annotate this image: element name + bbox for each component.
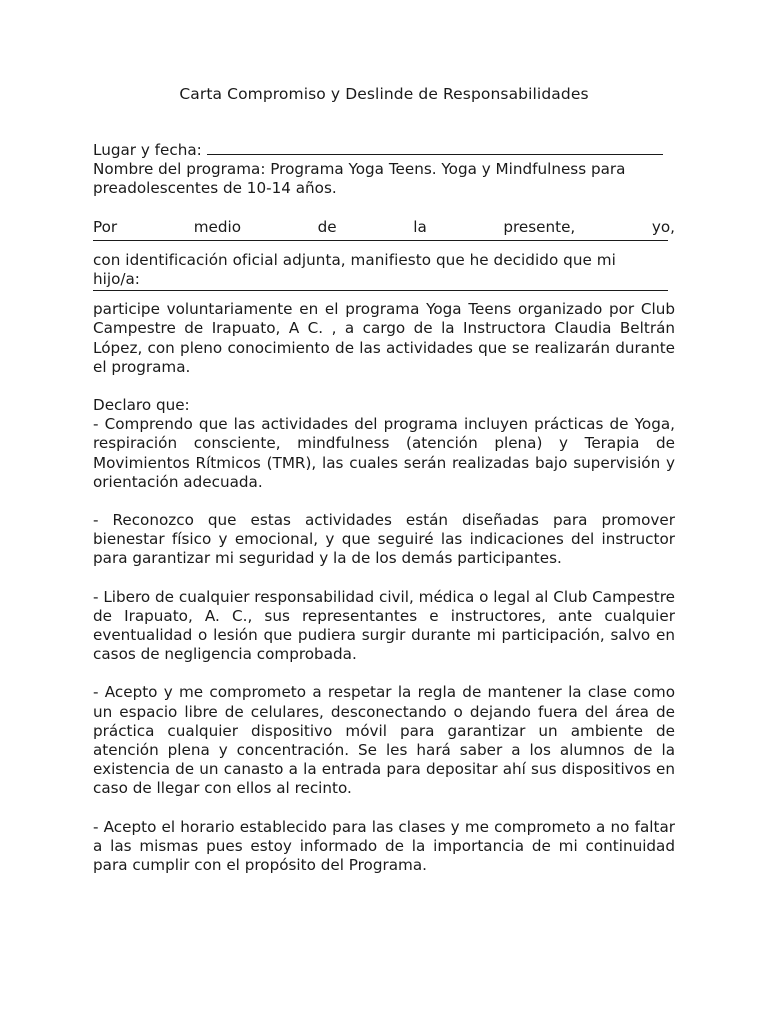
lugar-fecha-line [93, 140, 675, 160]
declaracion-item-5: - Acepto el horario establecido para las clases y me comprometo a no faltar a las mismas pues estoy informado de la importancia de mi continuidad para cumplir con el propósito del Programa. [93, 817, 675, 875]
lugar-fecha-label: Lugar y fecha: [93, 141, 202, 159]
presente-word: de [317, 217, 337, 236]
declaracion-item-3: - Libero de cualquier responsabilidad civil, médica o legal al Club Campestre de Irapuato, A. C., sus representantes e instructores, ante cualquier eventualidad o lesión que pudiera surgir durante mi participación, salvo en casos de negligencia comprobada. [93, 587, 675, 664]
programa-line-1: Nombre del programa: Programa Yoga Teens. Yoga y Mindfulness para [93, 160, 626, 179]
document-title: Carta Compromiso y Deslinde de Responsabilidades [179, 85, 589, 103]
participe-paragraph: participe voluntariamente en el programa Yoga Teens organizado por Club Campestre de Irapuato, A C. , a cargo de la Instructora Claudia Beltrán López, con pleno conocimiento de las actividades que se realizarán durante el programa. [93, 300, 675, 376]
presente-word: medio [193, 217, 242, 236]
presente-word: presente, [503, 217, 576, 236]
presente-line [93, 218, 675, 237]
programa-line-2: preadolescentes de 10-14 años. [93, 179, 337, 198]
declaracion-item-2: - Reconozco que estas actividades están diseñadas para promover bienestar físico y emocional, y que seguiré las indicaciones del instructor para garantizar mi seguridad y la de los demás participantes. [93, 511, 675, 568]
identificacion-line-2: hijo/a: [93, 270, 140, 289]
declaracion-item-1: - Comprendo que las actividades del programa incluyen prácticas de Yoga, respiración consciente, mindfulness (atención plena) y Terapia de Movimientos Rítmicos (TMR), las cuales serán realizadas bajo supervisión y orientación adecuada. [93, 415, 675, 491]
presente-word: la [413, 217, 427, 236]
declaro-label: Declaro que: [93, 396, 190, 415]
identificacion-line-1: con identificación oficial adjunta, manifiesto que he decidido que mi [93, 250, 616, 269]
document-body [93, 140, 675, 875]
declaracion-item-4: - Acepto y me comprometo a respetar la regla de mantener la clase como un espacio libre de celulares, desconectando o dejando fuera del área de práctica cualquier dispositivo móvil para garantizar un ambiente de atención plena y concentración. Se les hará saber a los alumnos de la existencia de un canasto a la entrada para depositar ahí sus dispositivos en caso de llegar con ellos al recinto. [93, 683, 675, 798]
lugar-fecha-blank [207, 140, 663, 155]
presente-word: Por [93, 217, 118, 236]
presente-word: yo, [651, 217, 675, 236]
